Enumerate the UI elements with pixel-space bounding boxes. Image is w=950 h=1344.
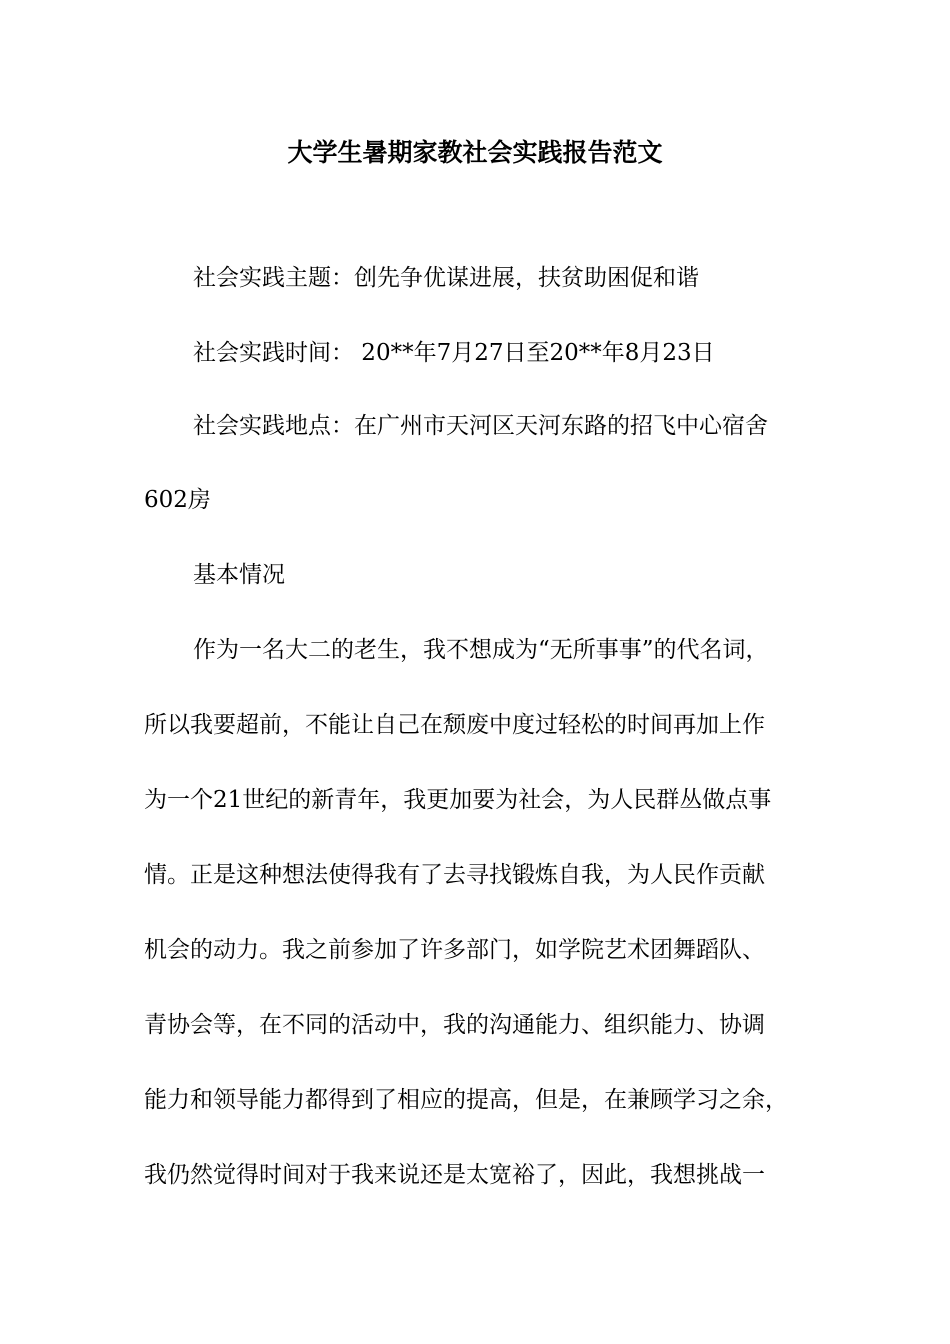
paragraph-line: 机会的动力。我之前参加了许多部门，如学院艺术团舞蹈队、 bbox=[144, 937, 765, 963]
paragraph-line: 为一个21世纪的新青年，我更加要为社会，为人民群丛做点事 bbox=[144, 787, 772, 813]
paragraph-line: 青协会等，在不同的活动中，我的沟通能力、组织能力、协调 bbox=[144, 1012, 765, 1038]
practice-location-line: 社会实践地点：在广州市天河区天河东路的招飞中心宿舍 bbox=[193, 413, 768, 439]
paragraph-line: 能力和领导能力都得到了相应的提高，但是，在兼顾学习之余， bbox=[144, 1087, 788, 1113]
practice-theme-line: 社会实践主题：创先争优谋进展，扶贫助困促和谐 bbox=[193, 265, 699, 291]
paragraph-line: 我仍然觉得时间对于我来说还是太宽裕了，因此，我想挑战一 bbox=[144, 1162, 765, 1188]
document-title: 大学生暑期家教社会实践报告范文 bbox=[287, 138, 663, 167]
practice-location-line-cont: 602房 bbox=[144, 487, 211, 513]
paragraph-line: 作为一名大二的老生，我不想成为“无所事事”的代名词， bbox=[193, 637, 769, 663]
practice-time-line: 社会实践时间： 20**年7月27日至20**年8月23日 bbox=[193, 340, 715, 366]
paragraph-line: 所以我要超前，不能让自己在颓废中度过轻松的时间再加上作 bbox=[144, 712, 765, 738]
paragraph-line: 情。正是这种想法使得我有了去寻找锻炼自我，为人民作贡献 bbox=[144, 862, 765, 888]
section-heading: 基本情况 bbox=[193, 562, 285, 588]
